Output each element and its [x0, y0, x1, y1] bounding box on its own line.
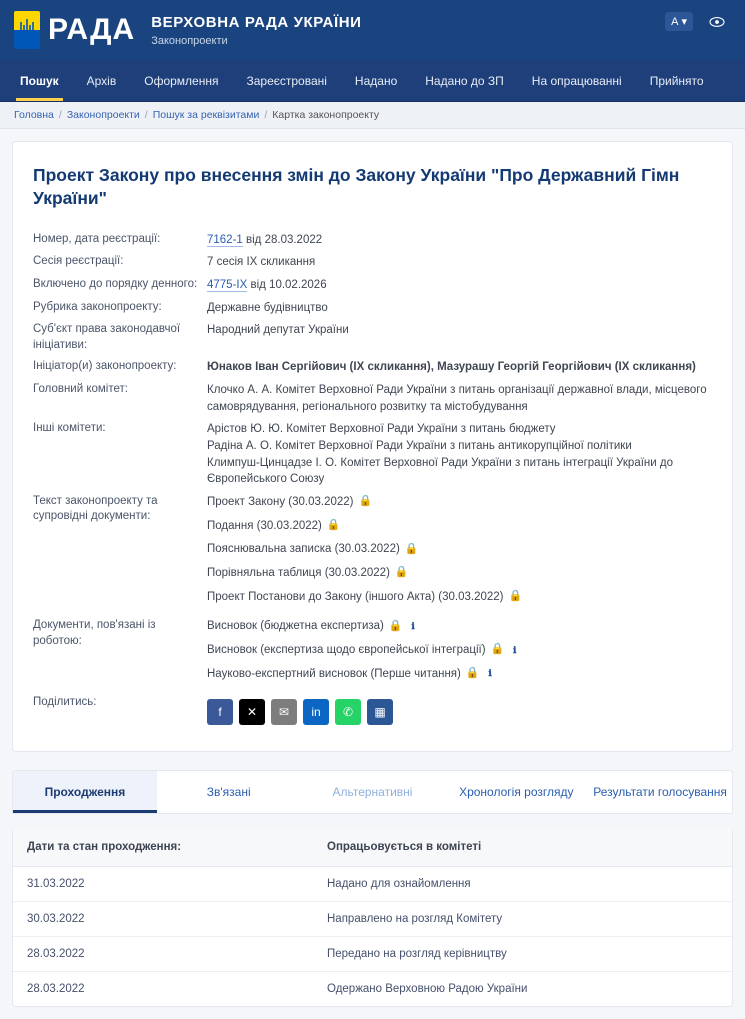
label-other-committees: Інші комітети: [33, 422, 106, 435]
email-share-icon[interactable] [271, 699, 297, 725]
value-text-docs [207, 492, 712, 616]
breadcrumb-separator: / [144, 109, 148, 121]
accessibility-eye-icon[interactable] [703, 15, 731, 29]
nav-label: Оформлення [144, 73, 219, 88]
lock-icon: 🔒 [404, 542, 419, 555]
table-header-row [13, 828, 732, 867]
document-item[interactable] [207, 565, 712, 582]
cell-date: 28.03.2022 [13, 937, 313, 972]
label-subject: Суб'єкт права законодавчої ініціативи: [33, 323, 181, 351]
committee-item: Арістов Ю. Ю. Комітет Верховної Ради України з питань бюджету [207, 423, 556, 436]
label-agenda: Включено до порядку денного: [33, 277, 198, 290]
x-share-icon[interactable] [239, 699, 265, 725]
breadcrumb [0, 102, 745, 129]
tab-label: Альтернативні [332, 785, 413, 800]
related-document-item[interactable] [207, 666, 712, 683]
lock-icon: 🔒 [490, 643, 505, 656]
tryzub-emblem-icon [14, 11, 40, 49]
header-title-block [151, 14, 361, 47]
share-glyph: ✆ [342, 705, 354, 720]
cell-state: Одержано Верховною Радою України [327, 983, 528, 996]
breadcrumb-item-home[interactable]: Головна [14, 109, 54, 121]
related-document-item[interactable] [207, 618, 712, 635]
lock-icon: 🔒 [465, 666, 480, 679]
nav-item-poshuk[interactable] [6, 60, 73, 101]
nav-label: Архів [86, 73, 117, 88]
meta-row-text-docs [33, 492, 712, 616]
column-header-dates: Дати та стан проходження: [13, 828, 313, 867]
page-title: Проект Закону про внесення змін до Закону України "Про Державний Гімн України" [33, 165, 680, 208]
document-label: Пояснювальна записка (30.03.2022) [207, 543, 400, 556]
label-text-docs: Текст законопроекту та супровідні документи: [33, 494, 158, 523]
cell-date: 31.03.2022 [13, 867, 313, 902]
document-item[interactable] [207, 518, 712, 535]
meta-row-initiators [33, 357, 712, 380]
document-label: Проект Постанови до Закону (іншого Акта) (30.03.2022) [207, 590, 504, 603]
value-related-docs [207, 616, 712, 693]
site-header [0, 0, 745, 60]
breadcrumb-separator: / [58, 109, 62, 121]
lock-icon: 🔒 [388, 619, 403, 632]
main-nav [0, 60, 745, 102]
value-subject: Народний депутат України [207, 324, 349, 337]
tab-label: Хронологія розгляду [459, 785, 574, 800]
meta-row-session [33, 252, 712, 275]
cell-state: Направлено на розгляд Комітету [313, 902, 732, 937]
breadcrumb-separator: / [264, 109, 268, 121]
history-table [13, 828, 732, 1006]
value-other-committees [207, 419, 712, 492]
document-item[interactable] [207, 494, 712, 511]
logo-text: РАДА [48, 13, 136, 46]
meta-row-share [33, 693, 712, 729]
font-size-label: A [671, 15, 679, 28]
lock-icon: 🔒 [394, 566, 409, 579]
label-share: Поділитись: [33, 696, 97, 709]
font-size-button[interactable] [665, 12, 693, 31]
facebook-share-icon[interactable] [207, 699, 233, 725]
bill-number-link[interactable]: 7162-1 [207, 233, 243, 246]
bill-tabs [12, 770, 733, 814]
linkedin-share-icon[interactable] [303, 699, 329, 725]
whatsapp-share-icon[interactable] [335, 699, 361, 725]
cell-date: 30.03.2022 [13, 902, 313, 937]
label-session: Сесія реєстрації: [33, 255, 124, 268]
document-label: Проект Закону (30.03.2022) [207, 495, 354, 508]
nav-item-arhiv[interactable] [73, 60, 131, 101]
document-label: Висновок (експертиза щодо європейської інтеграції) [207, 643, 486, 656]
value-agenda [207, 275, 712, 298]
document-item[interactable] [207, 541, 712, 558]
tab-alternatyvni[interactable] [301, 771, 445, 813]
table-row [13, 867, 732, 902]
nav-item-zareyestrovani[interactable] [232, 60, 340, 101]
share-glyph: ▦ [374, 705, 386, 720]
nav-label: Прийнято [649, 73, 704, 88]
share-glyph: ✉ [278, 705, 290, 720]
info-icon[interactable]: ℹ [411, 621, 415, 632]
breadcrumb-item-search[interactable]: Пошук за реквізитами [152, 109, 260, 121]
info-icon[interactable]: ℹ [488, 668, 492, 679]
nav-label: Зареєстровані [246, 73, 327, 88]
nav-item-nadano[interactable] [341, 60, 411, 101]
share-buttons [207, 699, 712, 725]
column-header-state: Опрацьовується в комітеті [313, 828, 732, 867]
label-main-committee: Головний комітет: [33, 382, 128, 395]
nav-label: На опрацюванні [531, 73, 622, 88]
value-session: 7 сесія IX скликання [207, 256, 316, 269]
value-main-committee: Клочко А. А. Комітет Верховної Ради України з питань організації державної влади, місцевого самоврядування, регіонального розвитку та містобудування [207, 383, 707, 413]
value-initiators: Юнаков Іван Сергійович (IX скликання), Мазурашу Георгій Георгійович (IX скликання) [207, 361, 696, 374]
committee-item: Радіна А. О. Комітет Верховної Ради України з питань антикорупційної політики [207, 439, 632, 452]
tab-rezultaty-golosuvannya[interactable] [588, 771, 732, 813]
bill-number-date: від 28.03.2022 [242, 233, 323, 246]
nav-item-pryynyato[interactable] [636, 60, 718, 101]
value-rubric: Державне будівництво [207, 301, 328, 314]
cell-state: Передано на розгляд керівництву [313, 937, 732, 972]
nav-label: Пошук [20, 73, 59, 88]
share-glyph: ✕ [246, 705, 258, 720]
site-subtitle: Законопроекти [151, 34, 228, 47]
agenda-link[interactable]: 4775-IX [207, 278, 248, 291]
breadcrumb-item-bills[interactable]: Законопроекти [66, 109, 140, 121]
lock-icon: 🔒 [326, 518, 341, 531]
more-share-icon[interactable] [367, 699, 393, 725]
related-document-item[interactable] [207, 642, 712, 659]
table-row [13, 937, 732, 972]
document-label: Порівняльна таблиця (30.03.2022) [207, 566, 390, 579]
nav-item-oformlennya[interactable] [130, 60, 232, 101]
site-logo[interactable] [14, 11, 135, 49]
tab-label: Проходження [44, 785, 126, 800]
document-label: Подання (30.03.2022) [207, 519, 322, 532]
table-row [13, 902, 732, 937]
table-row [13, 972, 732, 1007]
header-tools [665, 12, 731, 31]
chevron-down-icon: ▾ [681, 16, 687, 28]
info-icon[interactable]: ℹ [513, 644, 517, 655]
nav-item-na-opratsyuvanni[interactable] [518, 60, 636, 101]
meta-row-other-committees [33, 419, 712, 492]
page-body [0, 129, 745, 1019]
meta-row-related-docs [33, 616, 712, 693]
bill-card [12, 141, 733, 752]
share-glyph: in [311, 705, 321, 720]
document-item[interactable] [207, 589, 712, 606]
value-number [207, 230, 712, 253]
bill-metadata-table [33, 230, 712, 730]
lock-icon: 🔒 [358, 495, 373, 508]
site-title: ВЕРХОВНА РАДА УКРАЇНИ [151, 13, 362, 31]
tab-prohodzhennya[interactable] [13, 771, 157, 813]
history-panel [12, 828, 733, 1007]
cell-date: 28.03.2022 [27, 983, 85, 996]
breadcrumb-item-current: Картка законопроекту [272, 109, 380, 121]
nav-label: Надано до ЗП [425, 73, 504, 88]
committee-item: Климпуш-Цинцадзе І. О. Комітет Верховної Ради України з питань інтеграції України до Європейського Союзу [207, 456, 673, 486]
meta-row-main-committee [33, 380, 712, 419]
label-initiators: Ініціатор(и) законопроекту: [33, 360, 177, 373]
nav-label: Надано [354, 73, 398, 88]
meta-row-number [33, 230, 712, 253]
agenda-date: від 10.02.2026 [247, 278, 327, 291]
meta-row-rubric [33, 298, 712, 321]
lock-icon: 🔒 [508, 589, 523, 602]
cell-state: Надано для ознайомлення [313, 867, 732, 902]
tab-zvyazani[interactable] [157, 771, 301, 813]
tab-label: Результати голосування [593, 785, 727, 800]
tab-hronologiya[interactable] [444, 771, 588, 813]
document-label: Висновок (бюджетна експертиза) [207, 620, 384, 633]
document-label: Науково-експертний висновок (Перше читання) [207, 667, 461, 680]
nav-item-nadano-do-zp[interactable] [411, 60, 518, 101]
meta-row-subject [33, 320, 712, 357]
label-related-docs: Документи, пов'язані із роботою: [33, 619, 156, 647]
label-number: Номер, дата реєстрації: [33, 232, 161, 245]
label-rubric: Рубрика законопроекту: [33, 300, 162, 313]
meta-row-agenda [33, 275, 712, 298]
tab-label: Зв'язані [206, 785, 251, 800]
value-share [207, 693, 712, 729]
share-glyph: f [218, 705, 222, 720]
